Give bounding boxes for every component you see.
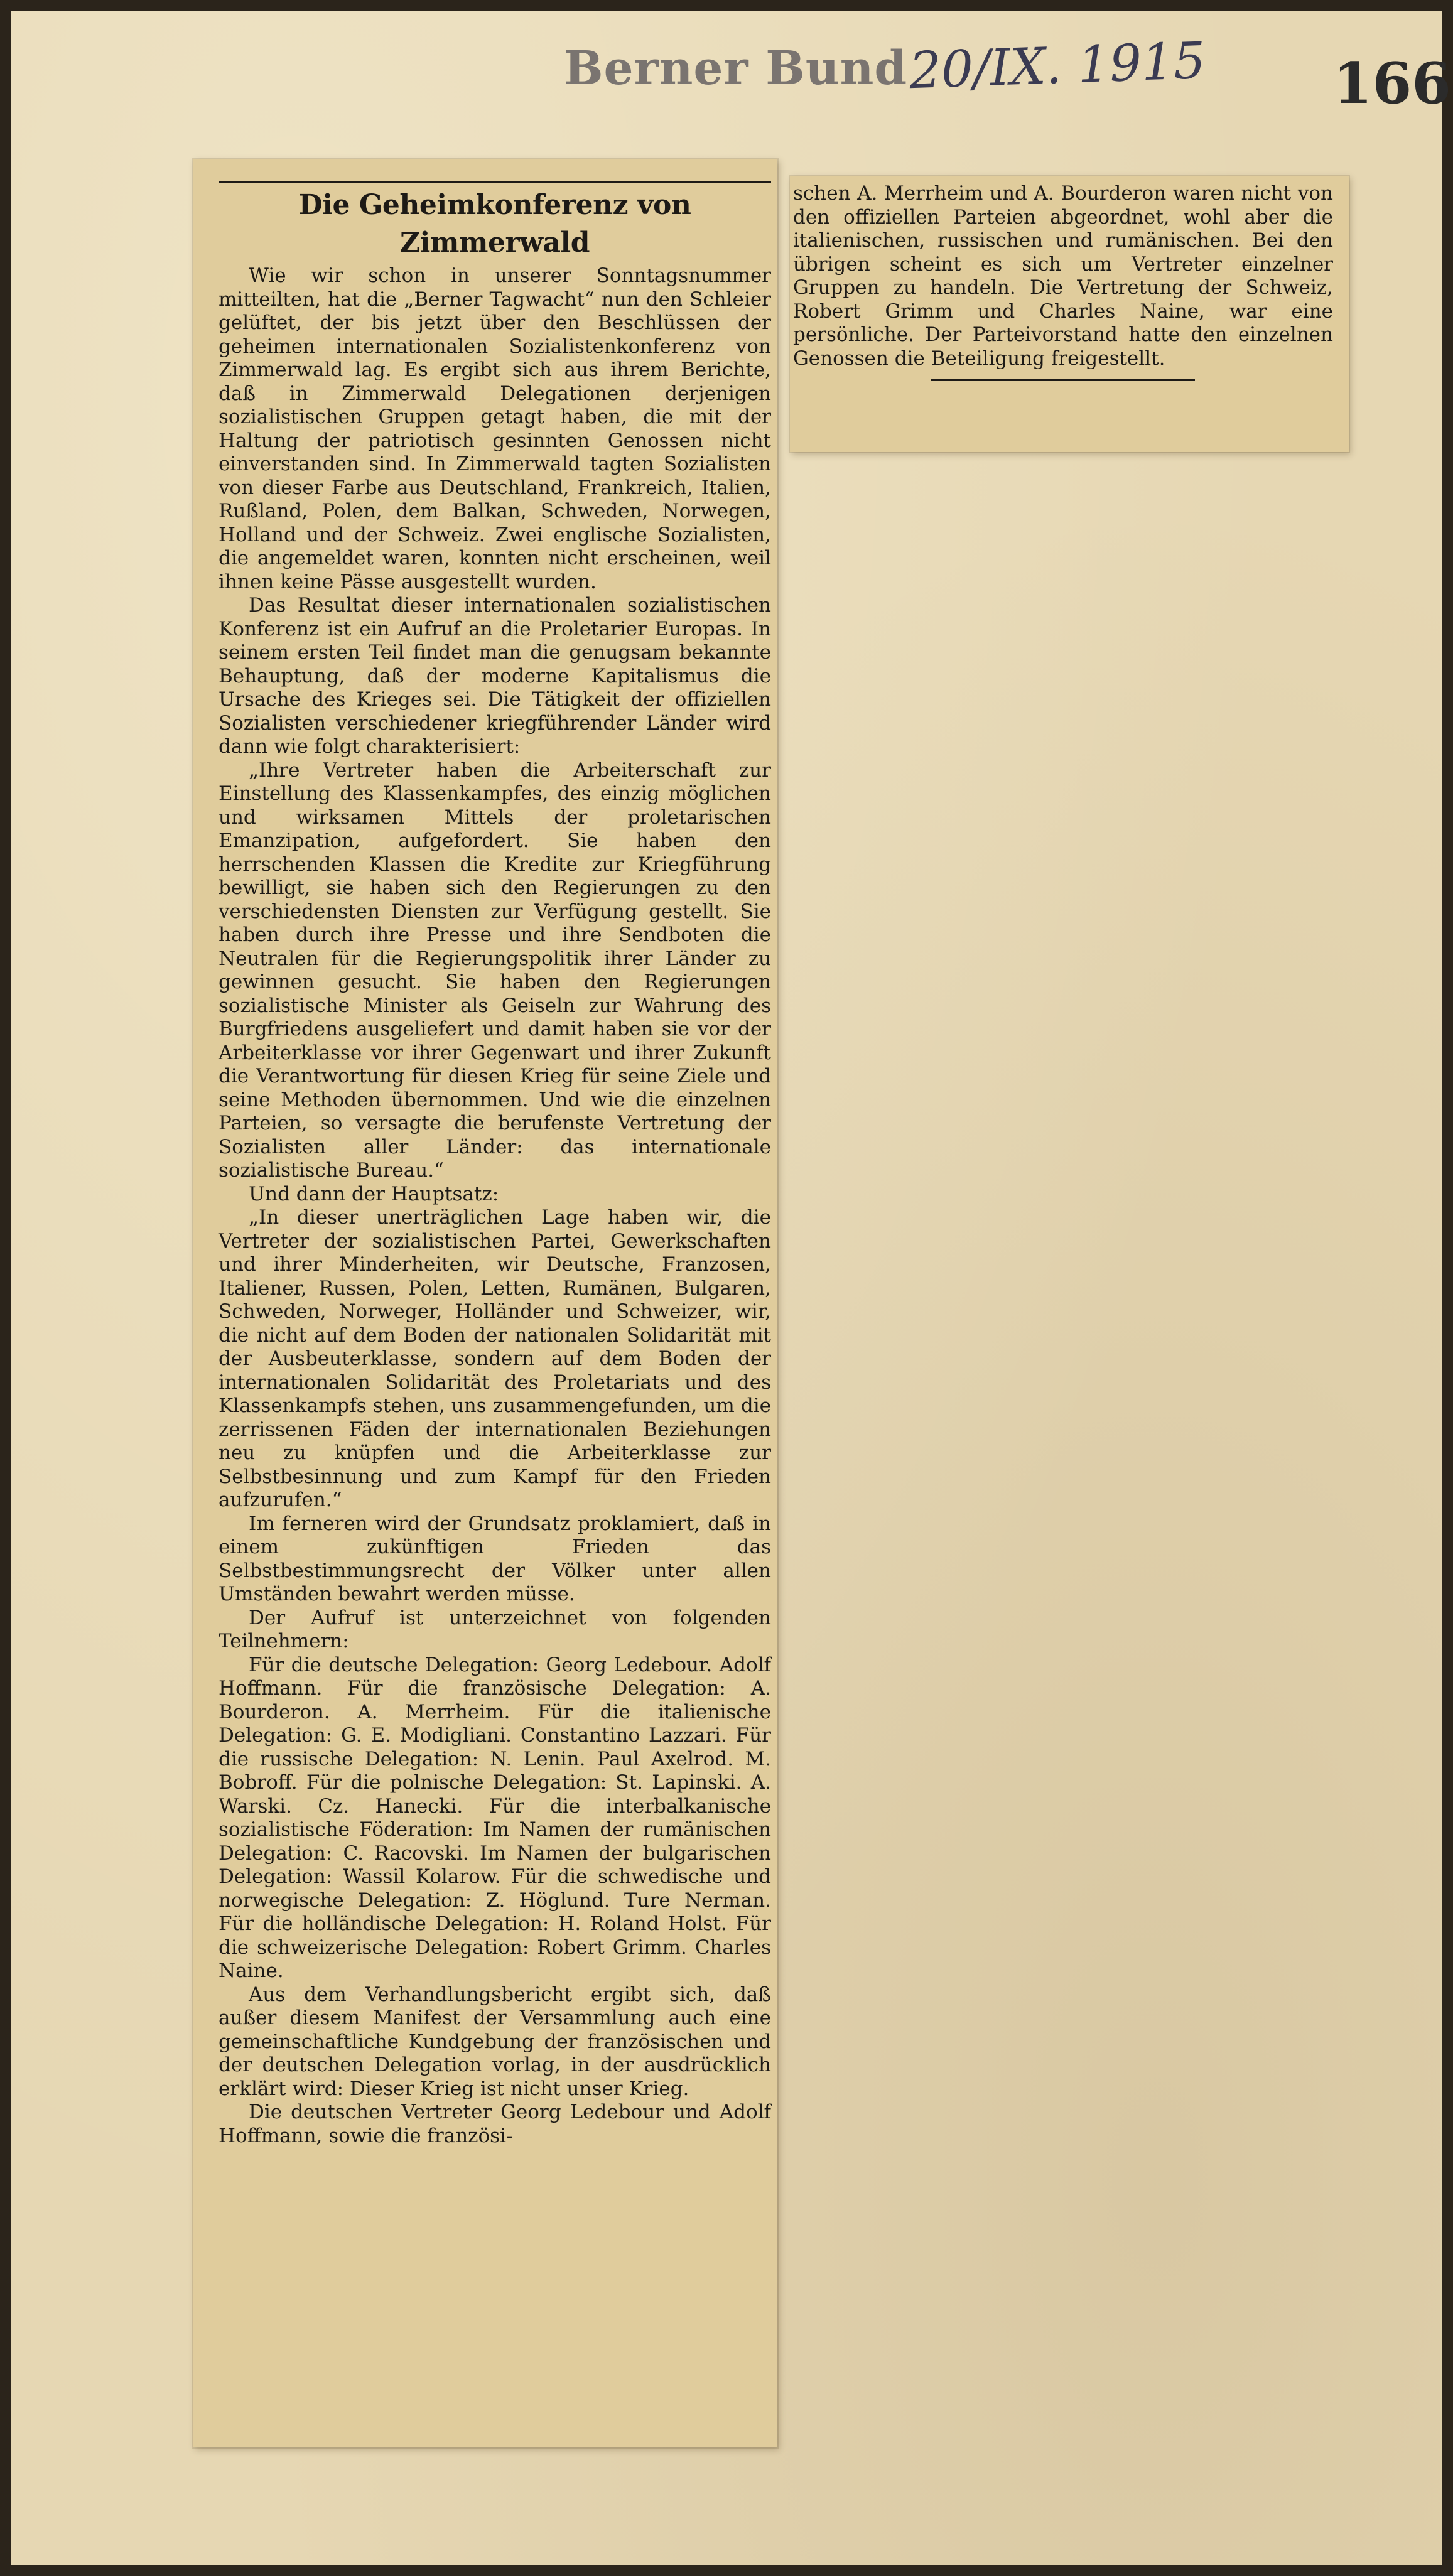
paragraph: Und dann der Hauptsatz: xyxy=(249,1182,499,1205)
paragraph: Das Resultat dieser internationalen sozialistischen Konferenz ist ein Aufruf an die Proletarier Europas. In seinem ersten Teil findet man die genugsam bekannte Behauptung, daß der moderne Kapitalismus die Ursache des Krieges sei. Die Tätigkeit der offiziellen Sozialisten verschiedener kriegführender Länder wird dann wie folgt charakterisiert: xyxy=(219,594,771,758)
paragraph: Im ferneren wird der Grundsatz proklamiert, daß in einem zukünftigen Frieden das Selbstbestimmungsrecht der Völker unter allen Umständen bewahrt werden müsse. xyxy=(219,1512,771,1605)
column-top-rule xyxy=(219,181,771,183)
article-column-left xyxy=(219,181,771,2148)
folio-number: 166 xyxy=(1333,50,1451,117)
article-column-right xyxy=(793,182,1333,381)
handwritten-date: 20/IX. 1915 xyxy=(908,31,1207,100)
paragraph: Wie wir schon in unserer Sonntagsnummer mitteilten, hat die „Berner Tagwacht“ nun den Schleier gelüftet, der bis jetzt über den Beschlüssen der geheimen internationalen Sozialistenkonferenz von Zimmerwald lag. Es ergibt sich aus ihrem Berichte, daß in Zimmerwald Delegationen derjenigen sozialistischen Gruppen getagt haben, die mit der Haltung der patriotisch gesinnten Genossen nicht einverstanden sind. In Zimmerwald tagten Sozialisten von dieser Farbe aus Deutschland, Frankreich, Italien, Rußland, Polen, dem Balkan, Schweden, Norwegen, Holland und der Schweiz. Zwei englische Sozialisten, die angemeldet waren, konnten nicht erscheinen, weil ihnen keine Pässe ausgestellt wurden. xyxy=(219,264,771,593)
article-end-rule xyxy=(931,379,1195,381)
newspaper-stamp: Berner Bund xyxy=(564,41,908,95)
paragraph: Die deutschen Vertreter Georg Ledebour und Adolf Hoffmann, sowie die französi- xyxy=(219,2101,771,2147)
signatories-paragraph: Für die deutsche Delegation: Georg Ledebour. Adolf Hoffmann. Für die französische Delegation: A. Bourderon. A. Merrheim. Für die italienische Delegation: G. E. Modigliani. Constantino Lazzari. Für die russische Delegation: N. Lenin. Paul Axelrod. M. Bobroff. Für die polnische Delegation: St. Lapinski. A. Warski. Cz. Hanecki. Für die interbalkanische sozialistische Föderation: Im Namen der rumänischen Delegation: C. Racovski. Im Namen der bulgarischen Delegation: Wassil Kolarow. Für die schwedische und norwegische Delegation: Z. Höglund. Ture Nerman. Für die holländische Delegation: H. Roland Holst. Für die schweizerische Delegation: Robert Grimm. Charles Naine. xyxy=(219,1653,771,1982)
paragraph: Der Aufruf ist unterzeichnet von folgenden Teilnehmern: xyxy=(219,1606,771,1652)
quote-paragraph: „Ihre Vertreter haben die Arbeiterschaft zur Einstellung des Klassenkampfes, des einzig möglichen und wirksamen Mittels der proletarischen Emanzipation, aufgefordert. Sie haben den herrschenden Klassen die Kredite zur Kriegführung bewilligt, sie haben sich den Regierungen zu den verschiedensten Diensten zur Verfügung gestellt. Sie haben durch ihre Presse und ihre Sendboten die Neutralen für die Regierungspolitik ihrer Länder zu gewinnen gesucht. Sie haben den Regierungen sozialistische Minister als Geiseln zur Wahrung des Burgfriedens ausgeliefert und damit haben sie vor der Arbeiterklasse vor ihrer Gegenwart und ihrer Zukunft die Verantwortung für diesen Krieg für seine Ziele und seine Methoden übernommen. Und wie die einzelnen Parteien, so versagte die berufenste Vertretung der Sozialisten aller Länder: das internationale sozialistische Bureau.“ xyxy=(219,758,771,1182)
paragraph: Aus dem Verhandlungsbericht ergibt sich, daß außer diesem Manifest der Versammlung auch eine gemeinschaftliche Kundgebung der französischen und der deutschen Delegation vorlag, in der ausdrücklich erklärt wird: Dieser Krieg ist nicht unser Krieg. xyxy=(219,1983,771,2100)
paragraph: schen A. Merrheim und A. Bourderon waren nicht von den offiziellen Parteien abgeordnet, wohl aber die italienischen, russischen und rumänischen. Bei den übrigen scheint es sich um Vertreter einzelner Gruppen zu handeln. Die Vertretung der Schweiz, Robert Grimm und Charles Naine, war eine persönliche. Der Parteivorstand hatte den einzelnen Genossen die Beteiligung freigestellt. xyxy=(793,182,1333,370)
article-headline: Die Geheimkonferenz von Zimmerwald xyxy=(298,189,691,259)
quote-paragraph: „In dieser unerträglichen Lage haben wir, die Vertreter der sozialistischen Partei, Gewerkschaften und ihrer Minderheiten, wir Deutsche, Franzosen, Italiener, Russen, Polen, Letten, Rumänen, Bulgaren, Schweden, Norweger, Holländer und Schweizer, wir, die nicht auf dem Boden der nationalen Solidarität mit der Ausbeuterklasse, sondern auf dem Boden der internationalen Solidarität des Proletariats und des Klassenkampfs stehen, uns zusammengefunden, um die zerrissenen Fäden der internationalen Beziehungen neu zu knüpfen und die Arbeiterklasse zur Selbstbesinnung und zum Kampf für den Frieden aufzurufen.“ xyxy=(219,1206,771,1511)
